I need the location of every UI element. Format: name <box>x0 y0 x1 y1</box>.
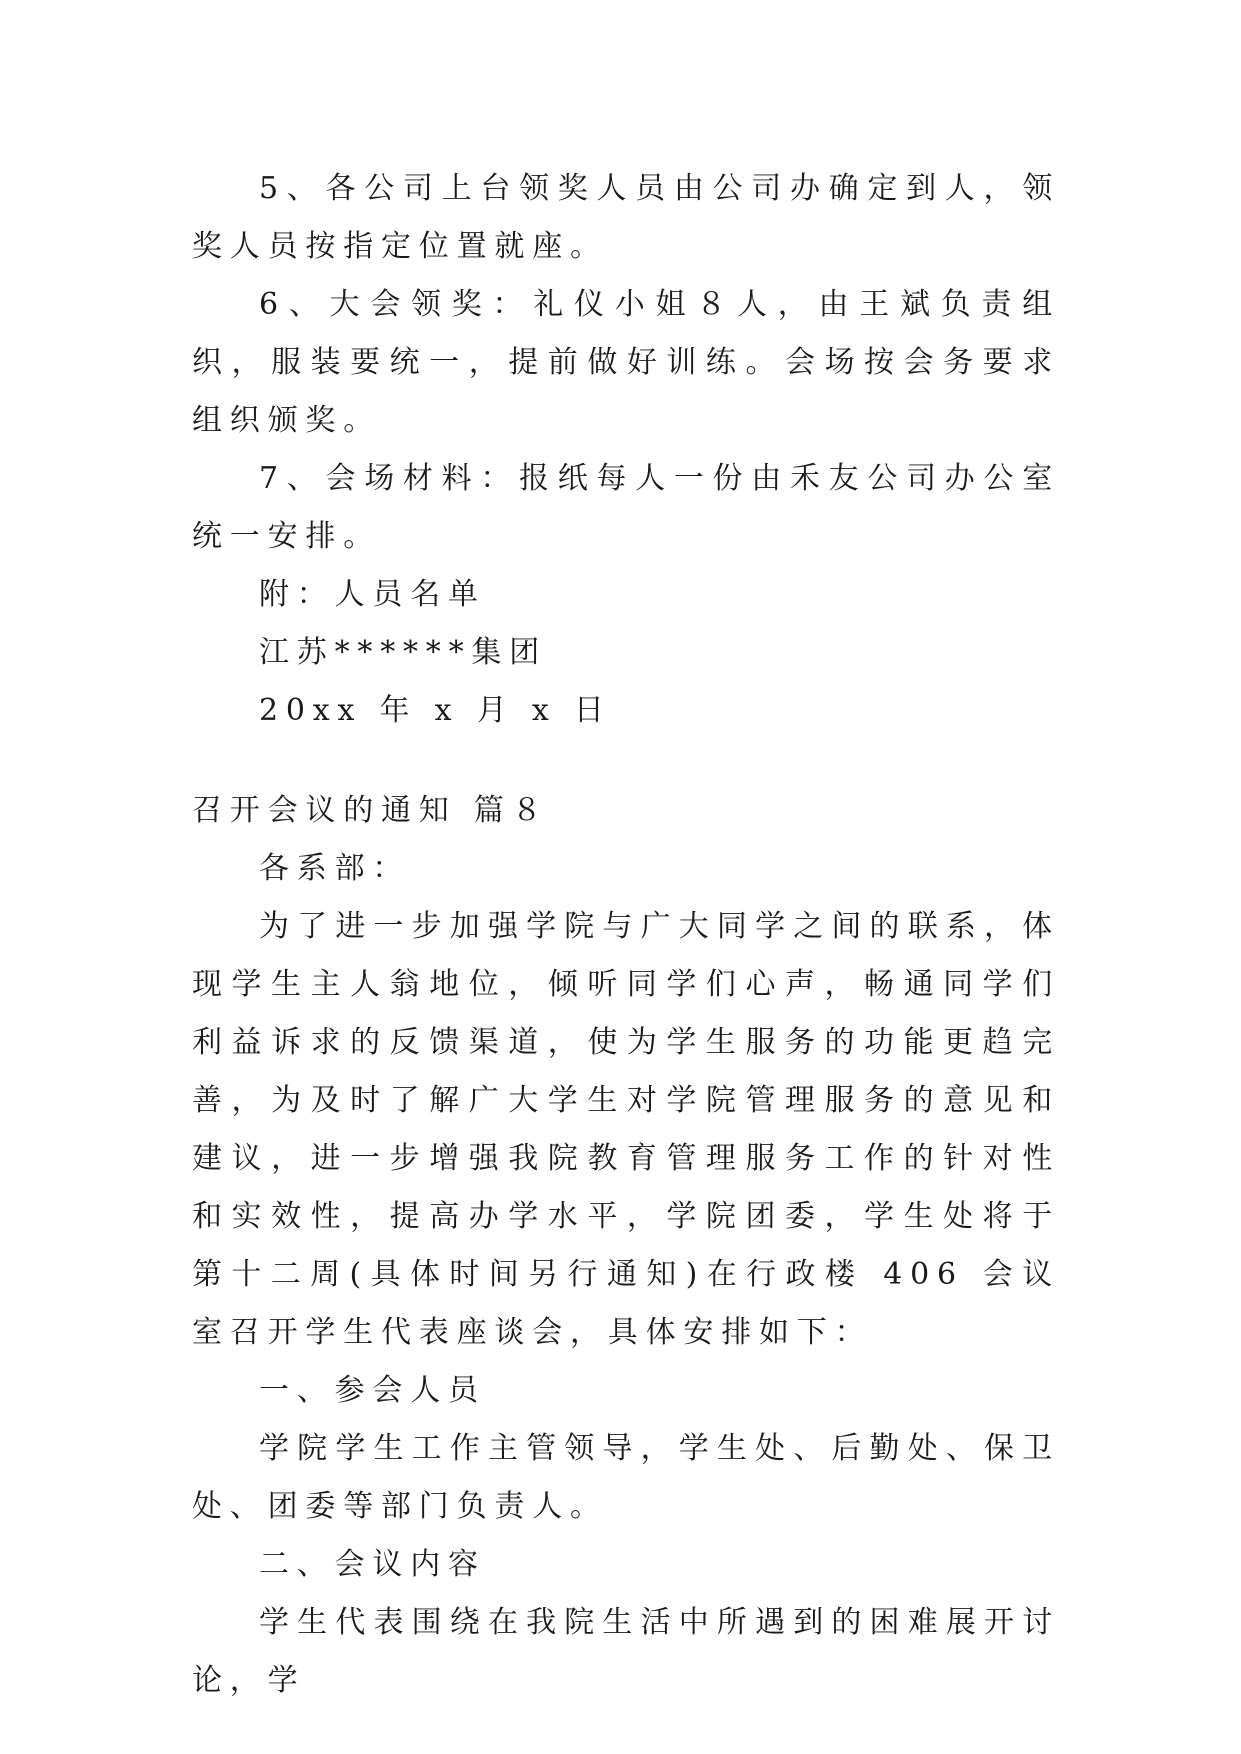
section-title: 召开会议的通知 篇８ <box>192 793 550 828</box>
item-5: 5、各公司上台领奖人员由公司办确定到人，领奖人员按指定位置就座。 <box>192 171 1060 264</box>
heading-attendees: 一、参会人员 <box>259 1373 486 1408</box>
document-page <box>192 160 1060 1710</box>
section-spacer <box>192 740 1060 782</box>
attachment-line: 附：人员名单 <box>259 577 486 612</box>
organization-name: 江苏******集团 <box>259 635 547 670</box>
document-date: 20xx 年 x 月 x 日 <box>259 693 612 728</box>
attendees-paragraph: 学院学生工作主管领导，学生处、后勤处、保卫处、团委等部门负责人。 <box>192 1431 1060 1524</box>
intro-paragraph: 为了进一步加强学院与广大同学之间的联系，体现学生主人翁地位，倾听同学们心声，畅通同学们利益诉求的反馈渠道，使为学生服务的功能更趋完善，为及时了解广大学生对学院管理服务的意见和建议，进一步增强我院教育管理服务工作的针对性和实效性，提高办学水平，学院团委，学生处将于第十二周(具体时间另行通知)在行政楼 406 会议室召开学生代表座谈会，具体安排如下： <box>192 909 1060 1350</box>
heading-content: 二、会议内容 <box>259 1547 486 1582</box>
content-paragraph: 学生代表围绕在我院生活中所遇到的困难展开讨论，学 <box>192 1605 1060 1698</box>
item-6: 6、大会领奖：礼仪小姐８人，由王斌负责组织，服装要统一，提前做好训练。会场按会务要求组织颁奖。 <box>192 287 1060 438</box>
item-7: 7、会场材料：报纸每人一份由禾友公司办公室统一安排。 <box>192 461 1060 554</box>
salutation: 各系部： <box>259 851 411 886</box>
